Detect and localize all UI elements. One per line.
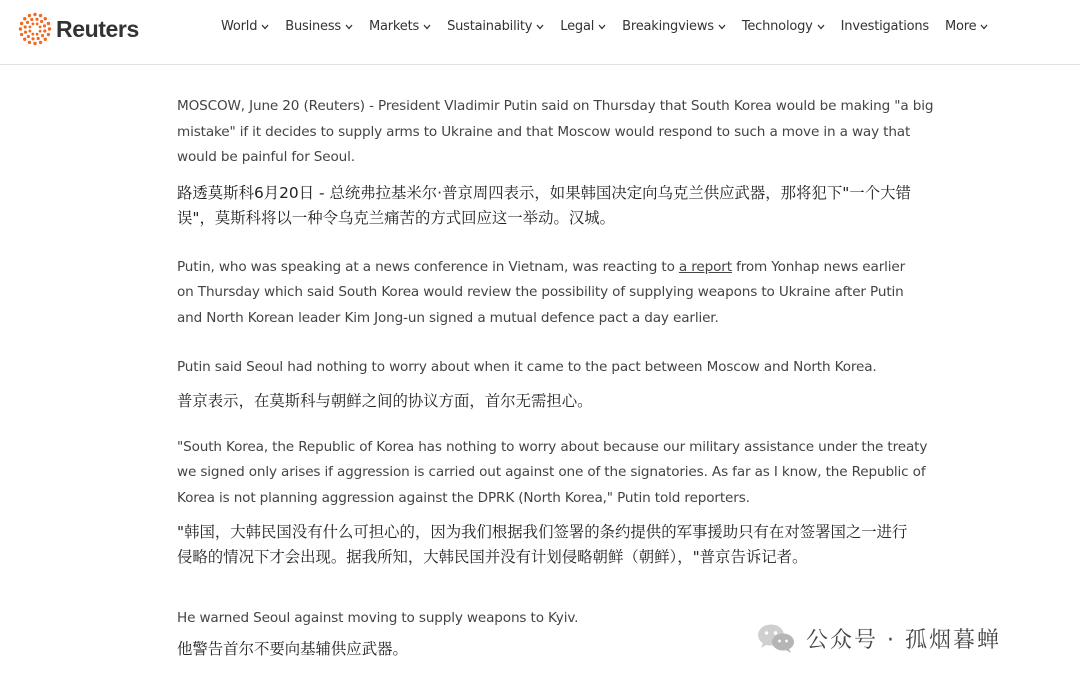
chevron-down-icon — [345, 24, 353, 30]
nav-sustainability-label: Sustainability — [447, 19, 533, 34]
paragraph-2-en — [177, 255, 917, 332]
nav-legal[interactable] — [560, 19, 606, 34]
paragraph-3-en: Putin said Seoul had nothing to worry about when it came to the pact between Moscow and North Korea. — [177, 359, 877, 375]
nav-investigations-label: Investigations — [840, 19, 929, 34]
nav-breakingviews[interactable] — [622, 19, 726, 34]
wechat-watermark — [756, 622, 1001, 654]
paragraph-4-en: "South Korea, the Republic of Korea has nothing to worry about because our military assistance under the treaty we signed only arises if aggression is carried out against one of the signatories. As far as I know, the Republic of Korea is not planning aggression against the DPRK (North Korea," Putin told reporters. — [177, 438, 928, 506]
main-nav — [221, 19, 1004, 34]
site-header — [0, 0, 1080, 65]
nav-business[interactable] — [285, 19, 353, 34]
chevron-down-icon — [423, 24, 431, 30]
article-body — [177, 94, 937, 662]
paragraph-5-en: He warned Seoul against moving to supply weapons to Kyiv. — [177, 610, 579, 626]
reuters-logo[interactable] — [18, 11, 139, 47]
chevron-down-icon — [718, 24, 726, 30]
brand-name: Reuters — [56, 15, 139, 42]
paragraph-1-en: MOSCOW, June 20 (Reuters) - President Vladimir Putin said on Thursday that South Korea would be making "a big mistake" if it decides to supply arms to Ukraine and that Moscow would respond to such a move in a way that would be painful for Seoul. — [177, 98, 934, 165]
nav-more[interactable] — [945, 19, 988, 34]
chevron-down-icon — [817, 24, 825, 30]
paragraph-1-zh: 路透莫斯科6月20日 - 总统弗拉基米尔·普京周四表示，如果韩国决定向乌克兰供应武器，那将犯下"一个大错误"，莫斯科将以一种令乌克兰痛苦的方式回应这一举动。汉城。 — [177, 183, 911, 227]
chevron-down-icon — [598, 24, 606, 30]
nav-more-label: More — [945, 19, 977, 34]
report-link[interactable]: a report — [678, 258, 732, 275]
nav-technology[interactable] — [742, 19, 825, 34]
paragraph-5-zh: 他警告首尔不要向基辅供应武器。 — [177, 639, 408, 658]
nav-markets[interactable] — [369, 19, 431, 34]
wechat-icon — [756, 622, 796, 654]
chevron-down-icon — [536, 24, 544, 30]
chevron-down-icon — [261, 24, 269, 30]
chevron-down-icon — [980, 24, 988, 30]
nav-sustainability[interactable] — [447, 19, 544, 34]
watermark-text: 公众号 · 孤烟暮蝉 — [806, 627, 1001, 653]
nav-technology-label: Technology — [741, 19, 813, 34]
nav-breakingviews-label: Breakingviews — [622, 19, 714, 34]
paragraph-3-zh: 普京表示，在莫斯科与朝鲜之间的协议方面，首尔无需担心。 — [177, 391, 593, 410]
nav-world[interactable] — [221, 19, 269, 34]
paragraph-2-text-b: from Yonhap news earlier on Thursday which said South Korea would review the possibility of supplying weapons to Ukraine after Putin and North Korean leader Kim Jong-un signed a mutual defence pact a day earlier. — [177, 258, 906, 326]
nav-world-label: World — [221, 19, 258, 34]
paragraph-2-text-a: Putin, who was speaking at a news conference in Vietnam, was reacting to — [177, 258, 679, 275]
reuters-logo-icon — [18, 12, 52, 46]
nav-legal-label: Legal — [560, 19, 595, 34]
paragraph-4-zh: "韩国，大韩民国没有什么可担心的，因为我们根据我们签署的条约提供的军事援助只有在对签署国之一进行侵略的情况下才会出现。据我所知，大韩民国并没有计划侵略朝鲜（朝鲜），"普京告诉记者。 — [177, 523, 908, 566]
nav-business-label: Business — [285, 19, 341, 34]
nav-markets-label: Markets — [369, 19, 420, 34]
nav-investigations[interactable] — [841, 19, 929, 34]
